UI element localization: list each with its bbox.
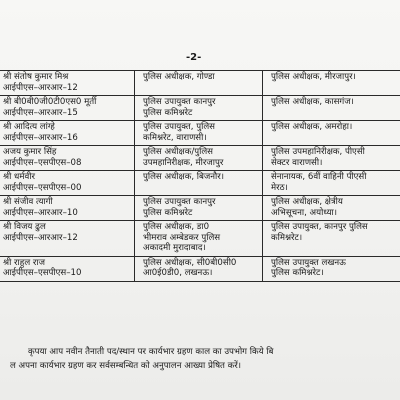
new-post-line: मेरठ। <box>271 182 288 193</box>
officer-line: आईपीएस–एसपीएस–00 <box>3 182 82 193</box>
new-post-line: पुलिस कमिश्नरेट। <box>271 268 324 278</box>
officer-line: श्री संतोष कुमार मिश्र <box>3 72 69 82</box>
officer-line: श्री संजीव त्यागी <box>3 197 53 207</box>
new-post-cell <box>263 146 400 171</box>
officer-line: आईपीएस–आरआर–12 <box>3 232 78 243</box>
new-post-line: अभिसूचना, अयोध्या। <box>271 207 338 218</box>
new-post-line: सेनानायक, 6वीं वाहिनी पीएसी <box>271 172 367 182</box>
officer-line: श्री आदित्य लांग्हे <box>3 122 55 132</box>
current-post-cell <box>135 96 263 121</box>
officer-line: श्री धर्मवीर <box>3 172 35 182</box>
current-post-line: पुलिस अधीक्षक, सी0बी0सी0 <box>143 257 237 268</box>
current-post-cell <box>135 171 263 196</box>
officer-cell <box>0 256 135 281</box>
instruction-note <box>10 345 400 373</box>
table-row <box>0 71 400 96</box>
current-post-line: पुलिस अधीक्षक, बिजनौर। <box>143 172 225 182</box>
new-post-line: पुलिस अधीक्षक, कासगंज। <box>271 97 354 107</box>
current-post-line: पुलिस कमिश्नरेट <box>143 107 193 118</box>
new-post-cell <box>263 221 400 257</box>
current-post-cell <box>135 71 263 96</box>
officer-line: श्री राहुल राज <box>3 257 46 268</box>
officer-line: आईपीएस–आरआर–10 <box>3 207 78 218</box>
officer-line: श्री विजय ढुल <box>3 222 46 232</box>
current-post-cell <box>135 256 263 281</box>
new-post-line: पुलिस उपमहानिरीक्षक, पीएसी <box>271 147 365 157</box>
officer-line: श्री बी0बी0जी0टी0एस0 मूर्ती <box>3 97 97 107</box>
officer-cell <box>0 221 135 257</box>
new-post-line: पुलिस उपायुक्त लखनऊ <box>271 257 346 268</box>
current-post-line: पुलिस अधीक्षक/पुलिस <box>143 147 213 157</box>
table-row <box>0 121 400 146</box>
new-post-line: सेक्टर वाराणसी। <box>271 157 323 168</box>
table-row <box>0 196 400 221</box>
table-row <box>0 256 400 281</box>
current-post-cell <box>135 146 263 171</box>
officer-line: आईपीएस–एसपीएस–08 <box>3 157 82 168</box>
officer-cell <box>0 171 135 196</box>
officer-line: आईपीएस–आरआर–16 <box>3 132 78 143</box>
new-post-line: पुलिस उपायुक्त, कानपुर पुलिस <box>271 222 368 232</box>
current-post-line: पुलिस अधीक्षक, डा0 <box>143 222 210 232</box>
current-post-line: अकादमी मुरादाबाद। <box>143 243 206 253</box>
new-post-cell <box>263 121 400 146</box>
current-post-cell <box>135 221 263 257</box>
note-line-1: कृपया आप नवीन तैनाती पद/स्थान पर कार्यभार ग्रहण काल का उपभोग किये बि <box>28 347 274 357</box>
table-row <box>0 221 400 257</box>
current-post-line: उपमहानिरीक्षक, मीरजापुर <box>143 157 224 168</box>
new-post-line: पुलिस अधीक्षक, अमरोहा। <box>271 122 353 132</box>
transfer-table <box>0 70 400 282</box>
officer-cell <box>0 96 135 121</box>
current-post-line: कमिश्नरेट, वाराणसी। <box>143 132 207 143</box>
current-post-line: पुलिस उपायुक्त कानपुर <box>143 197 216 207</box>
new-post-cell <box>263 196 400 221</box>
table-row <box>0 171 400 196</box>
officer-cell <box>0 71 135 96</box>
current-post-cell <box>135 121 263 146</box>
new-post-cell <box>263 171 400 196</box>
officer-cell <box>0 146 135 171</box>
current-post-line: पुलिस कमिश्नरेट <box>143 207 193 218</box>
new-post-cell <box>263 71 400 96</box>
new-post-cell <box>263 96 400 121</box>
current-post-line: भीमराव अम्बेडकर पुलिस <box>143 232 221 243</box>
current-post-line: पुलिस उपायुक्त, पुलिस <box>143 122 215 132</box>
officer-cell <box>0 196 135 221</box>
officer-cell <box>0 121 135 146</box>
current-post-line: पुलिस अधीक्षक, गोण्डा <box>143 72 215 82</box>
current-post-line: पुलिस उपायुक्त कानपुर <box>143 97 216 107</box>
page-number: -2- <box>186 52 202 63</box>
new-post-line: कमिश्नरेट। <box>271 232 303 243</box>
officer-line: आईपीएस–आरआर–12 <box>3 82 78 93</box>
current-post-cell <box>135 196 263 221</box>
officer-line: आईपीएस–एसपीएस–10 <box>3 268 82 278</box>
current-post-line: आ0ई0डी0, लखनऊ। <box>143 268 213 278</box>
new-post-cell <box>263 256 400 281</box>
new-post-line: पुलिस अधीक्षक, मीरजापुर। <box>271 72 356 82</box>
table-row <box>0 96 400 121</box>
officer-line: अजय कुमार सिंह <box>3 147 57 157</box>
officer-line: आईपीएस–आरआर–15 <box>3 107 78 118</box>
note-line-2: ल अपना कार्यभार ग्रहण कर सर्वसम्बन्धित को अनुपालन आख्या प्रेषित करें। <box>10 361 242 371</box>
new-post-line: पुलिस अधीक्षक, क्षेत्रीय <box>271 197 343 207</box>
table-row <box>0 146 400 171</box>
